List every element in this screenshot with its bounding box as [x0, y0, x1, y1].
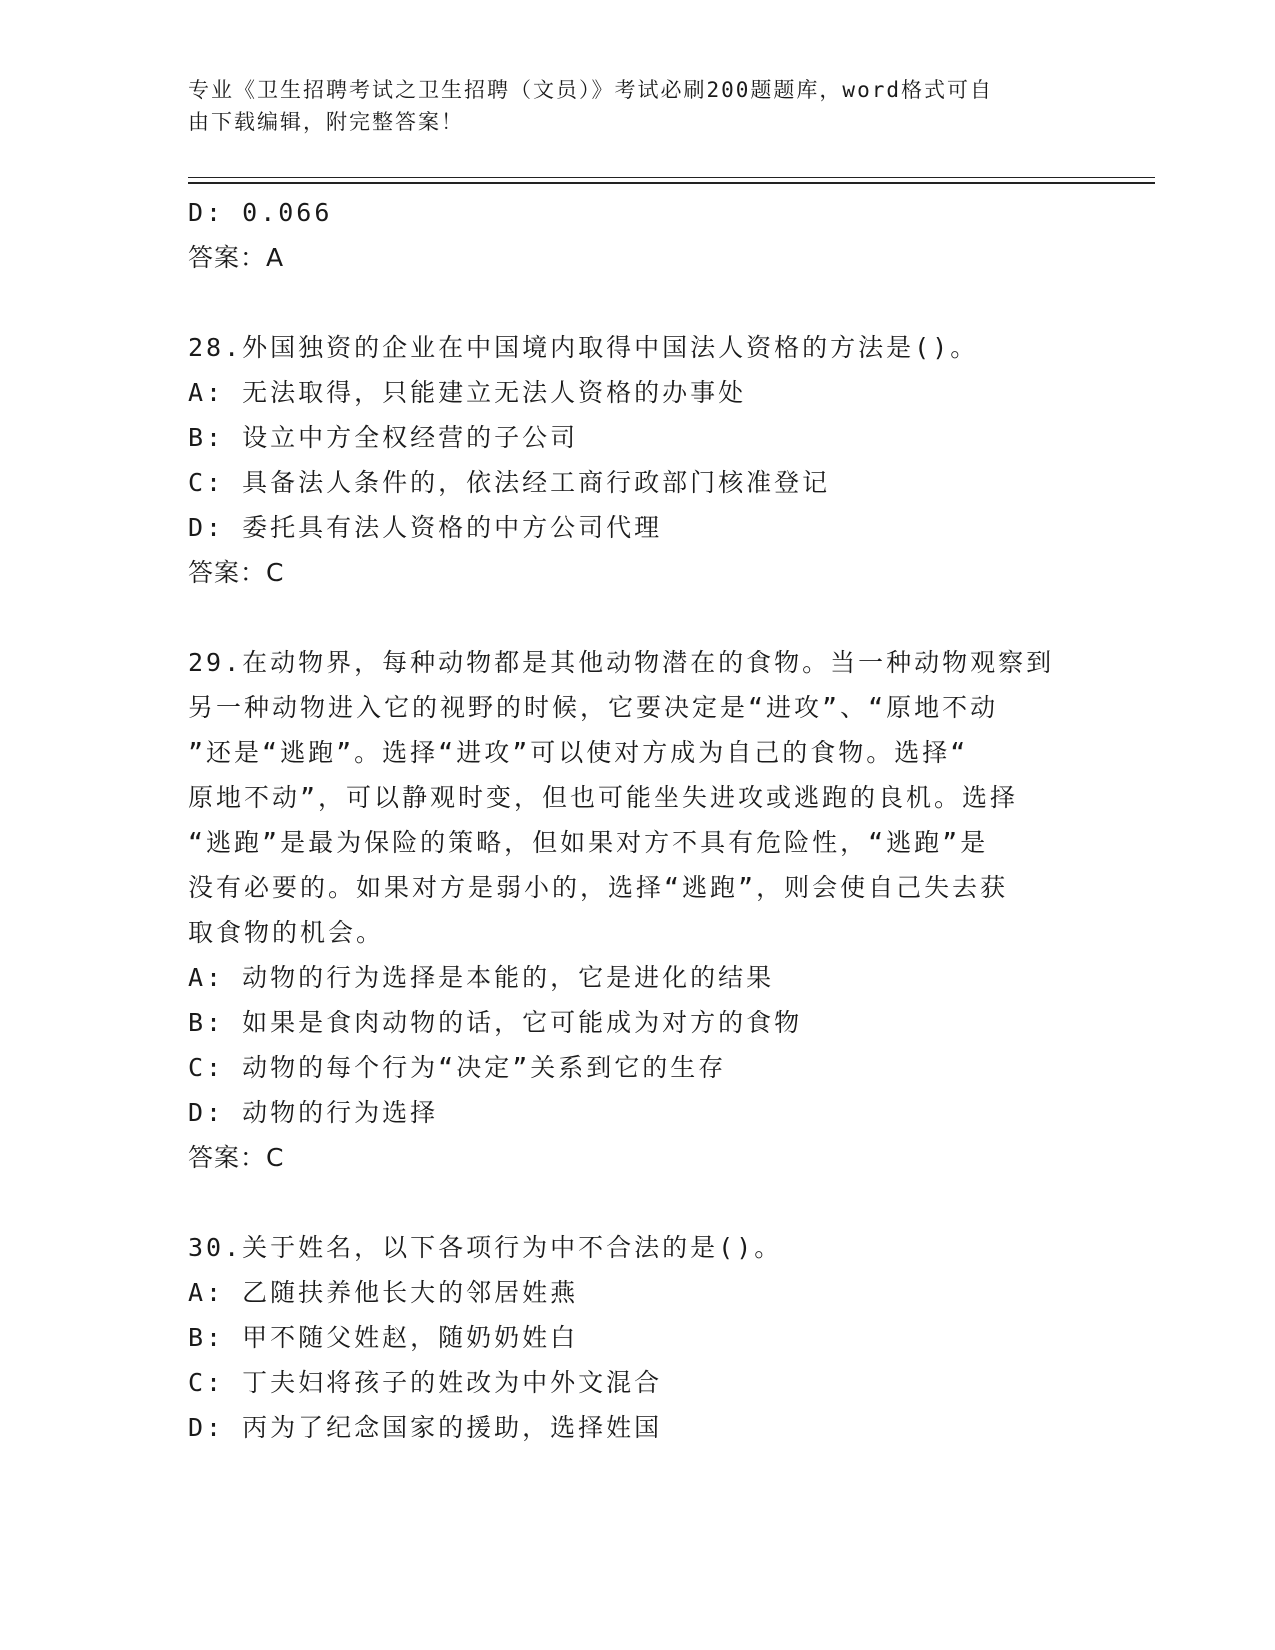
header-rule-thick [188, 182, 1155, 184]
question-30 [188, 1225, 1088, 1450]
option-a: A: 乙随扶养他长大的邻居姓燕 [188, 1278, 579, 1307]
question-stem-line: 另一种动物进入它的视野的时候，它要决定是“进攻”、“原地不动 [188, 693, 999, 722]
header-rule-thin [188, 177, 1155, 178]
header-line-2: 由下载编辑，附完整答案！ [188, 110, 464, 134]
spacer [188, 280, 1088, 325]
question-stem-line: “逃跑”是最为保险的策略，但如果对方不具有危险性，“逃跑”是 [188, 828, 989, 857]
option-a: A: 无法取得，只能建立无法人资格的办事处 [188, 378, 747, 407]
option-d: D: 委托具有法人资格的中方公司代理 [188, 513, 663, 542]
option-a: A: 动物的行为选择是本能的，它是进化的结果 [188, 963, 775, 992]
answer: 答案：C [188, 558, 285, 587]
question-stem-line: 29.在动物界，每种动物都是其他动物潜在的食物。当一种动物观察到 [188, 648, 1055, 677]
question-stem-line: 原地不动”，可以静观时变，但也可能坐失进攻或逃跑的良机。选择 [188, 783, 1019, 812]
document-header [188, 74, 1088, 138]
question-stem: 28.外国独资的企业在中国境内取得中国法人资格的方法是()。 [188, 333, 979, 362]
option-d: D: 动物的行为选择 [188, 1098, 439, 1127]
question-stem-line: 没有必要的。如果对方是弱小的，选择“逃跑”，则会使自己失去获 [188, 873, 1009, 902]
option-d: D: 丙为了纪念国家的援助，选择姓国 [188, 1413, 663, 1442]
question-stem-line: ”还是“逃跑”。选择“进攻”可以使对方成为自己的食物。选择“ [188, 738, 969, 767]
option-c: C: 具备法人条件的，依法经工商行政部门核准登记 [188, 468, 831, 497]
prev-answer: 答案：A [188, 243, 285, 272]
spacer [188, 595, 1088, 640]
option-b: B: 甲不随父姓赵，随奶奶姓白 [188, 1323, 579, 1352]
question-stem-line: 取食物的机会。 [188, 918, 385, 947]
question-stem: 30.关于姓名，以下各项行为中不合法的是()。 [188, 1233, 783, 1262]
option-b: B: 设立中方全权经营的子公司 [188, 423, 579, 452]
option-b: B: 如果是食肉动物的话，它可能成为对方的食物 [188, 1008, 803, 1037]
answer: 答案：C [188, 1143, 285, 1172]
option-c: C: 动物的每个行为“决定”关系到它的生存 [188, 1053, 727, 1082]
question-29 [188, 640, 1088, 1180]
spacer [188, 1180, 1088, 1225]
header-line-1: 专业《卫生招聘考试之卫生招聘（文员）》考试必刷200题题库，word格式可自 [188, 78, 993, 102]
prev-option-d: D: 0.066 [188, 198, 333, 227]
question-28 [188, 325, 1088, 595]
option-c: C: 丁夫妇将孩子的姓改为中外文混合 [188, 1368, 663, 1397]
question-content [188, 190, 1088, 1450]
